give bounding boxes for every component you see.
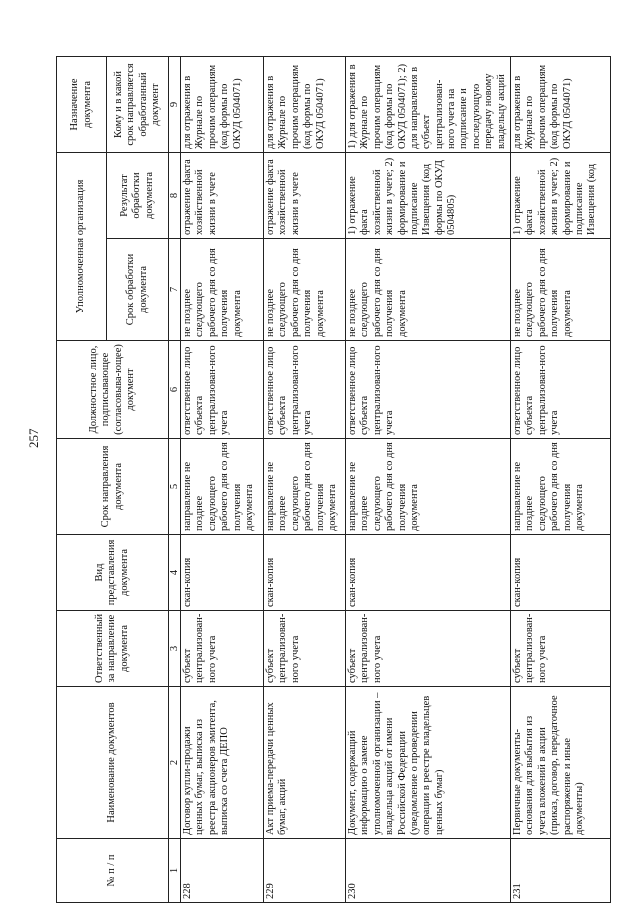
header-document-name: Наименование документов bbox=[57, 687, 169, 839]
processing-time: не позднее следующего рабочего дня со дня получения документа bbox=[511, 239, 611, 341]
column-number: 4 bbox=[169, 535, 181, 611]
processing-result: отражение факта хозяйственной жизни в учете bbox=[181, 153, 264, 239]
header-purpose: Назначение документа bbox=[57, 57, 107, 153]
form: скан-копия bbox=[511, 535, 611, 611]
purpose: 1) для отражения в Журнале по прочим операциям (код формы по ОКУД 0504071); 2) для направления в субъект централизован-ного учета на подписание и последующую передачу новому владельцу акций bbox=[346, 57, 511, 153]
column-number: 8 bbox=[169, 153, 181, 239]
document-name: Акт приема-передачи ценных бумаг, акций bbox=[264, 687, 346, 839]
header-authorized-organization: Уполномоченная организация bbox=[57, 153, 107, 341]
deadline: направление не позднее следующего рабочего дня со дня получения документа bbox=[346, 439, 511, 535]
form: скан-копия bbox=[181, 535, 264, 611]
form: скан-копия bbox=[346, 535, 511, 611]
table-row bbox=[181, 57, 264, 903]
responsible: субъект централизован-ного учета bbox=[181, 611, 264, 687]
header-processing-time: Срок обработки документа bbox=[107, 239, 169, 341]
column-number: 9 bbox=[169, 57, 181, 153]
processing-result: 1) отражение факта хозяйственной жизни в учете; 2) формирование и подписание Извещения (код формы по ОКУД 0504805) bbox=[346, 153, 511, 239]
header-deadline: Срок направления документа bbox=[57, 439, 169, 535]
header-official: Должностное лицо, подписывающее (согласовыва-ющее) документ bbox=[57, 341, 169, 439]
responsible: субъект централизован-ного учета bbox=[264, 611, 346, 687]
table-row bbox=[511, 57, 611, 903]
responsible: субъект централизован-ного учета bbox=[511, 611, 611, 687]
form: скан-копия bbox=[264, 535, 346, 611]
header-recipient: Кому и в какой срок направляется обработанный документ bbox=[107, 57, 169, 153]
processing-time: не позднее следующего рабочего дня со дня получения документа bbox=[264, 239, 346, 341]
column-number-row bbox=[169, 57, 181, 903]
header-processing-result: Результат обработки документа bbox=[107, 153, 169, 239]
purpose: для отражения в Журнале по прочим операциям (код формы по ОКУД 0504071) bbox=[181, 57, 264, 153]
document-name: Договор купли-продажи ценных бумаг, выписка из реестра акционеров эмитента, выписка со счета ДЕПО bbox=[181, 687, 264, 839]
page-number: 257 bbox=[26, 428, 41, 448]
header-form: Вид представления документа bbox=[57, 535, 169, 611]
deadline: направление не позднее следующего рабочего дня со дня получения документа bbox=[181, 439, 264, 535]
official: ответственное лицо субъекта централизован-ного учета bbox=[511, 341, 611, 439]
column-number: 5 bbox=[169, 439, 181, 535]
row-number: 231 bbox=[511, 839, 611, 903]
processing-time: не позднее следующего рабочего дня со дня получения документа bbox=[181, 239, 264, 341]
header-row-1 bbox=[57, 57, 107, 903]
responsible: субъект централизован-ного учета bbox=[346, 611, 511, 687]
document-name: Первичные документы-основания для выбытия из учета вложений в акции (приказ, договор, передаточное распоряжение и иные документы) bbox=[511, 687, 611, 839]
header-responsible: Ответственный за направление документа bbox=[57, 611, 169, 687]
table-row bbox=[264, 57, 346, 903]
row-number: 228 bbox=[181, 839, 264, 903]
table-row bbox=[346, 57, 511, 903]
deadline: направление не позднее следующего рабочего дня со дня получения документа bbox=[511, 439, 611, 535]
processing-result: 1) отражение факта хозяйственной жизни в учете; 2) формирование и подписание Извещения (код bbox=[511, 153, 611, 239]
column-number: 7 bbox=[169, 239, 181, 341]
column-number: 6 bbox=[169, 341, 181, 439]
processing-time: не позднее следующего рабочего дня со дня получения документа bbox=[346, 239, 511, 341]
official: ответственное лицо субъекта централизован-ного учета bbox=[181, 341, 264, 439]
column-number: 2 bbox=[169, 687, 181, 839]
official: ответственное лицо субъекта централизован-ного учета bbox=[346, 341, 511, 439]
column-number: 3 bbox=[169, 611, 181, 687]
official: ответственное лицо субъекта централизован-ного учета bbox=[264, 341, 346, 439]
purpose: для отражения в Журнале по прочим операциям (код формы по ОКУД 0504071) bbox=[511, 57, 611, 153]
document-name: Документ, содержащий информацию о замене уполномоченной организации – владельца акций от имени Российской Федерации (уведомление о проведении операции в реестре владельцев ценных бумаг) bbox=[346, 687, 511, 839]
row-number: 229 bbox=[264, 839, 346, 903]
processing-result: отражение факта хозяйственной жизни в учете bbox=[264, 153, 346, 239]
rotated-page-content bbox=[56, 57, 616, 903]
column-number: 1 bbox=[169, 839, 181, 903]
document-processing-table bbox=[56, 56, 611, 903]
deadline: направление не позднее следующего рабочего дня со дня получения документа bbox=[264, 439, 346, 535]
header-number: № п / п bbox=[57, 839, 169, 903]
purpose: для отражения в Журнале по прочим операциям (код формы по ОКУД 0504071) bbox=[264, 57, 346, 153]
row-number: 230 bbox=[346, 839, 511, 903]
